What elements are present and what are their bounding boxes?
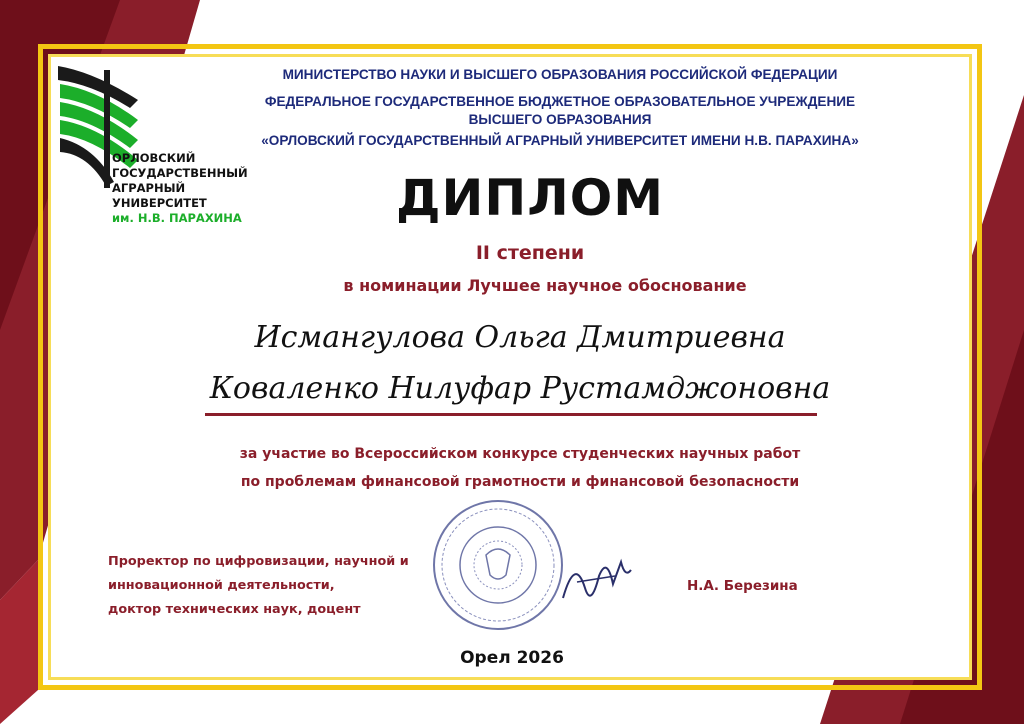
city-year: Орел 2026 [460,648,564,668]
signatory-position [108,550,409,622]
logo-line: ОРЛОВСКИЙ [112,151,196,165]
recipient-name: Коваленко Нилуфар Рустамджоновна [209,371,831,406]
signatory-name: Н.А. Березина [687,578,798,594]
institution-type-line1: ФЕДЕРАЛЬНОЕ ГОСУДАРСТВЕННОЕ БЮДЖЕТНОЕ ОБРАЗОВАТЕЛЬНОЕ УЧРЕЖДЕНИЕ [264,94,856,109]
signatory-position-line: доктор технических наук, доцент [108,602,361,617]
participation-text-line2: по проблемам финансовой грамотности и финансовой безопасности [240,474,800,490]
name-underline [205,413,817,416]
logo-line: ГОСУДАРСТВЕННЫЙ [112,166,248,180]
participation-text-line1: за участие во Всероссийском конкурсе студенческих научных работ [239,446,801,462]
signatory-position-line: Проректор по цифровизации, научной и [108,554,409,569]
logo-line: АГРАРНЫЙ [112,181,186,195]
institution-type-line2: ВЫСШЕГО ОБРАЗОВАНИЯ [468,112,652,127]
logo-line-green: им. Н.В. ПАРАХИНА [112,211,242,225]
diploma-title: ДИПЛОМ [395,169,664,227]
ministry-heading: МИНИСТЕРСТВО НАУКИ И ВЫСШЕГО ОБРАЗОВАНИЯ РОССИЙСКОЙ ФЕДЕРАЦИИ [282,67,838,82]
university-seal-icon [430,497,566,633]
logo-text [112,151,248,226]
diploma-degree: II степени [475,242,585,264]
logo-line: УНИВЕРСИТЕТ [112,196,207,210]
signatory-position-line: инновационной деятельности, [108,578,335,593]
university-name: «ОРЛОВСКИЙ ГОСУДАРСТВЕННЫЙ АГРАРНЫЙ УНИВЕРСИТЕТ ИМЕНИ Н.В. ПАРАХИНА» [261,133,859,148]
diploma-nomination: в номинации Лучшее научное обоснование [343,276,747,295]
recipient-name: Исмангулова Ольга Дмитриевна [254,320,786,355]
handwritten-signature [555,548,635,618]
